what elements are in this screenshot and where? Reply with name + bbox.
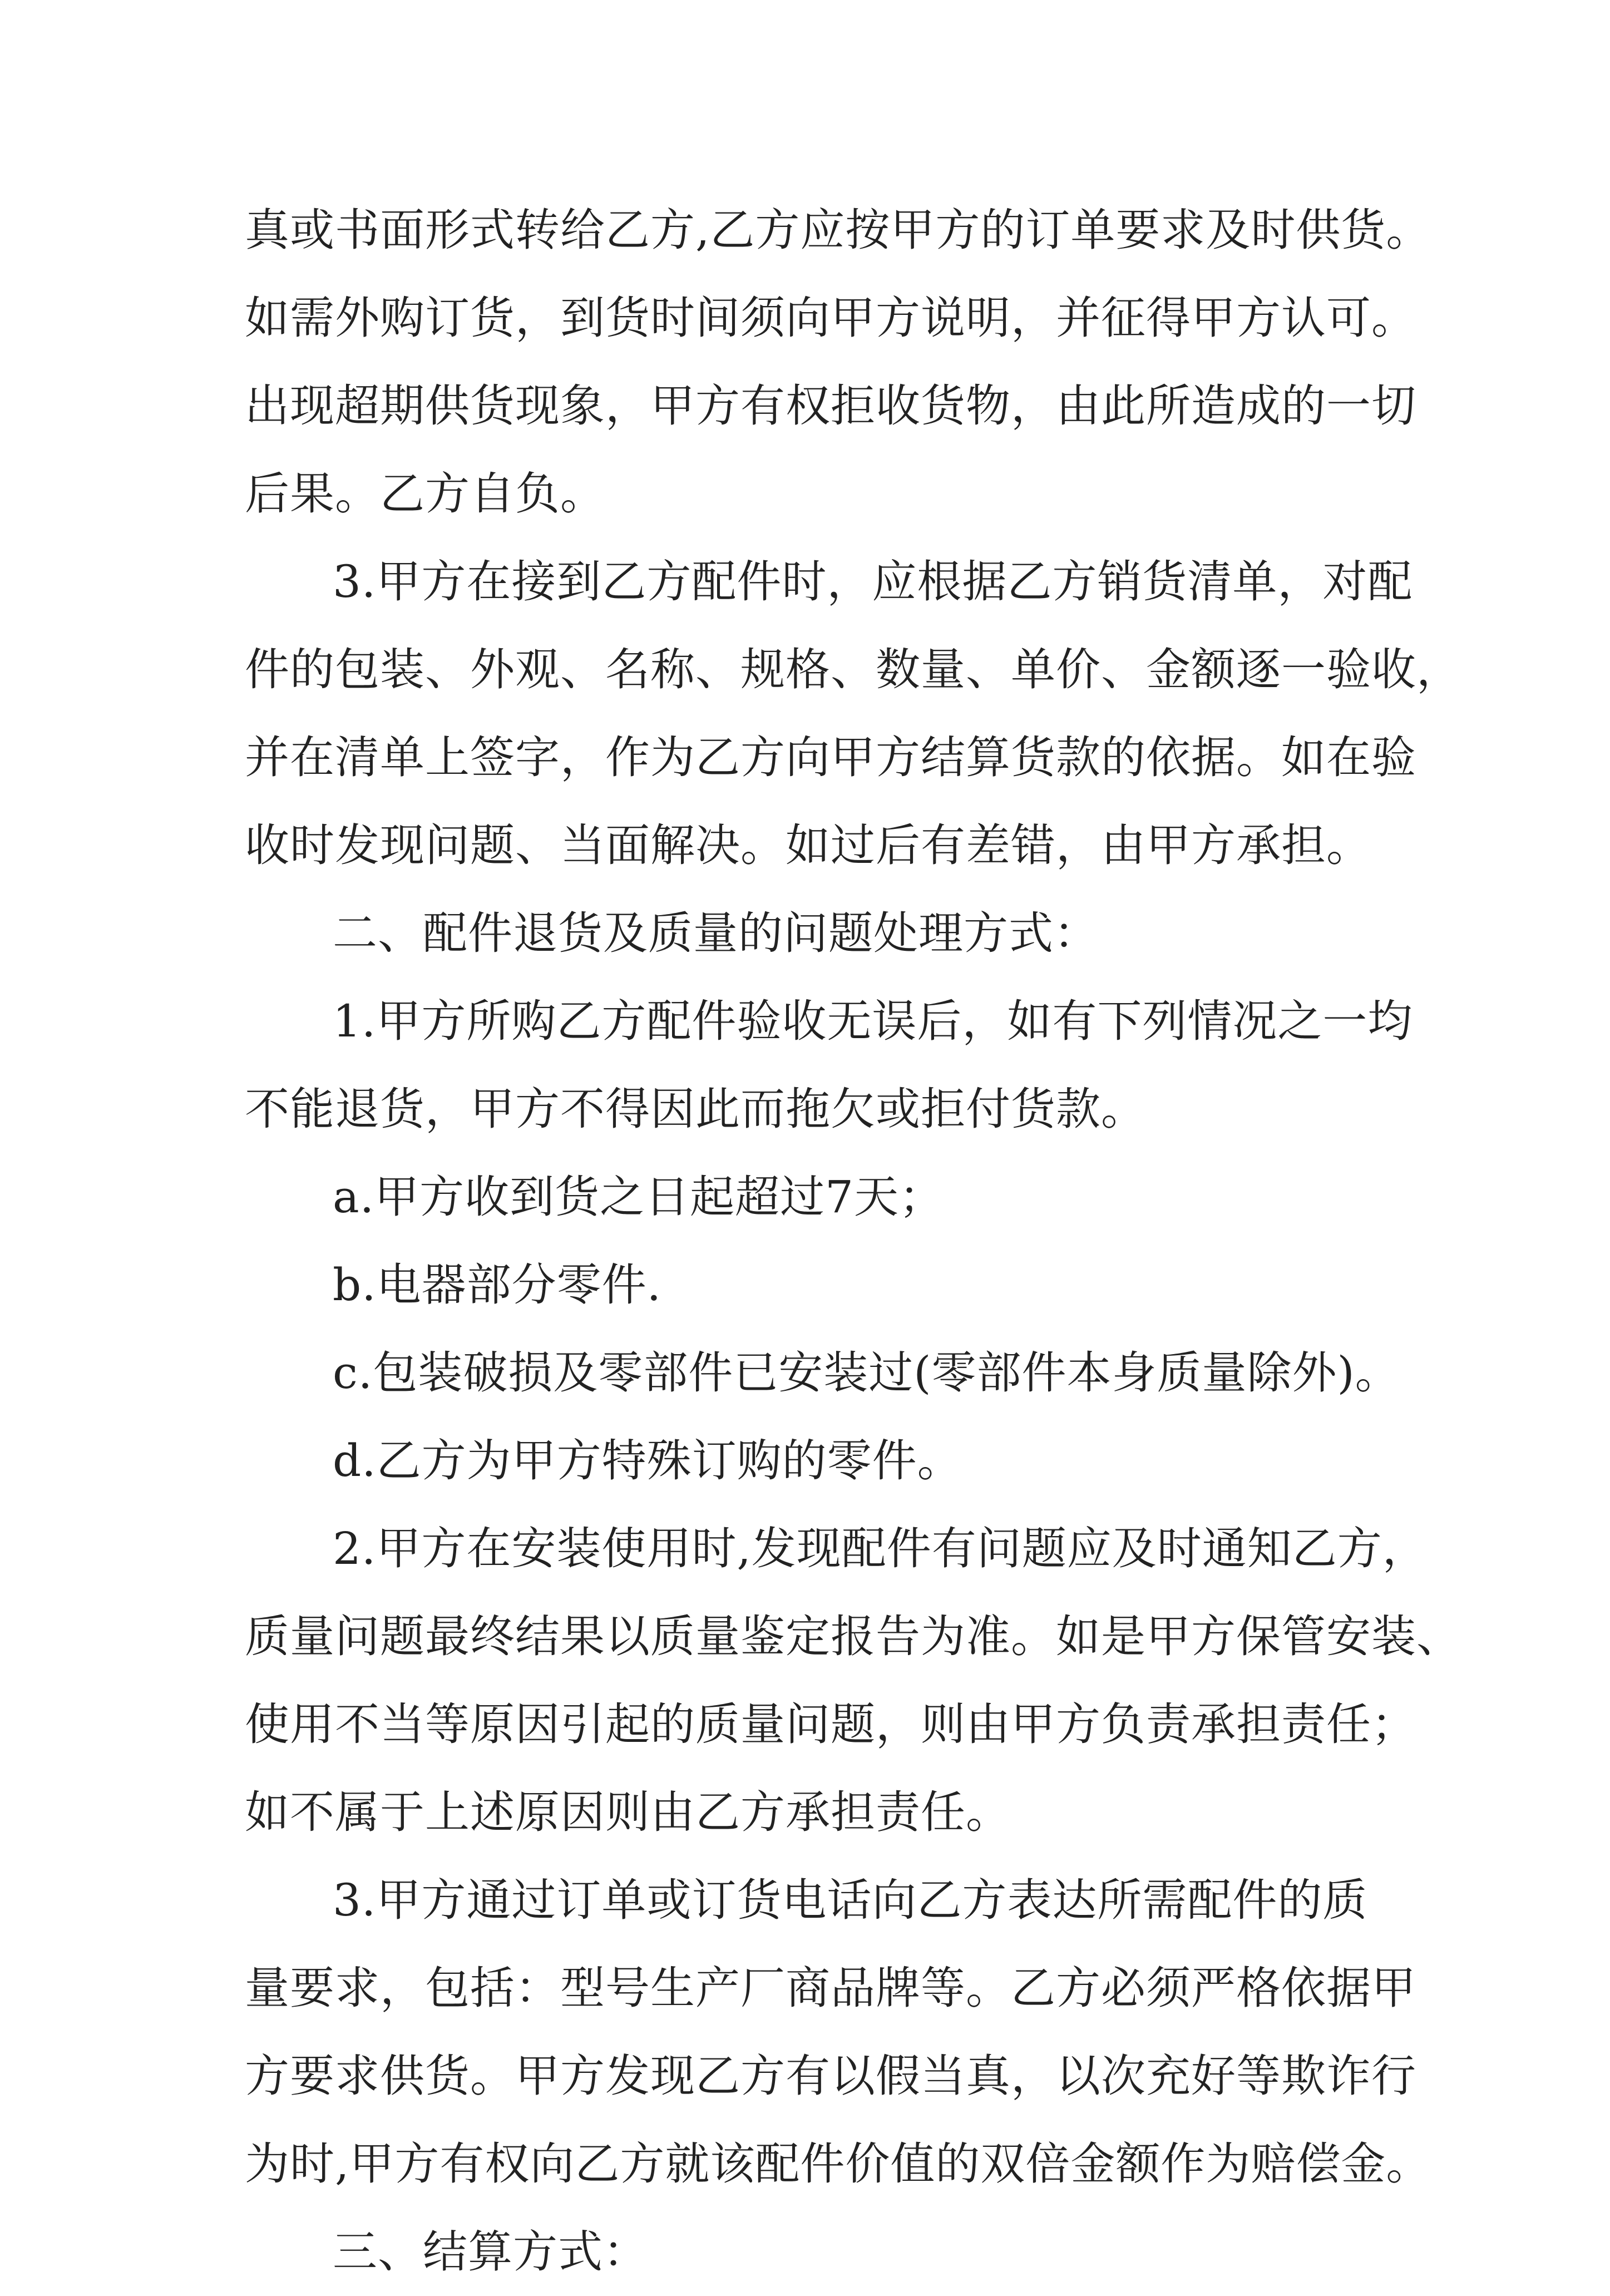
text-line-6: 件的包装、外观、名称、规格、数量、单价、金额逐一验收， — [245, 644, 1461, 695]
list-item-c: c.包装破损及零部件已安装过(零部件本身质量除外)。 — [333, 1347, 1400, 1399]
text-line-21: 量要求，包括：型号生产厂商品牌等。乙方必须严格依据甲 — [245, 1962, 1416, 2014]
text-line-22: 方要求供货。甲方发现乙方有以假当真，以次充好等欺诈行 — [245, 2050, 1416, 2102]
document-body — [245, 186, 1461, 2296]
list-item-b: b.电器部分零件. — [333, 1259, 662, 1311]
text-line-1: 真或书面形式转给乙方,乙方应按甲方的订单要求及时供货。 — [245, 204, 1431, 256]
list-item-d: d.乙方为甲方特殊订购的零件。 — [333, 1435, 962, 1487]
text-line-23: 为时,甲方有权向乙方就该配件价值的双倍金额作为赔偿金。 — [245, 2138, 1431, 2190]
text-line-4: 后果。乙方自负。 — [245, 468, 605, 520]
text-line-19: 如不属于上述原因则由乙方承担责任。 — [245, 1786, 1011, 1838]
text-line-11: 不能退货，甲方不得因此而拖欠或拒付货款。 — [245, 1083, 1146, 1135]
list-item-a: a.甲方收到货之日起超过7天； — [333, 1171, 945, 1223]
text-line-3: 出现超期供货现象，甲方有权拒收货物，由此所造成的一切 — [245, 380, 1416, 432]
text-line-7: 并在清单上签字，作为乙方向甲方结算货款的依据。如在验 — [245, 732, 1416, 783]
text-line-20: 3.甲方通过订单或订货电话向乙方表达所需配件的质 — [333, 1874, 1368, 1926]
text-line-17: 质量问题最终结果以质量鉴定报告为准。如是甲方保管安装、 — [245, 1611, 1461, 1662]
text-line-18: 使用不当等原因引起的质量问题，则由甲方负责承担责任； — [245, 1698, 1416, 1750]
text-line-16: 2.甲方在安装使用时,发现配件有问题应及时通知乙方， — [333, 1523, 1428, 1574]
text-line-5: 3.甲方在接到乙方配件时，应根据乙方销货清单，对配 — [333, 556, 1413, 608]
section-heading-3: 三、结算方式： — [333, 2226, 648, 2278]
text-line-2: 如需外购订货，到货时间须向甲方说明，并征得甲方认可。 — [245, 292, 1416, 344]
text-line-10: 1.甲方所购乙方配件验收无误后，如有下列情况之一均 — [333, 995, 1413, 1047]
text-line-8: 收时发现问题、当面解决。如过后有差错，由甲方承担。 — [245, 819, 1371, 871]
section-heading-2: 二、配件退货及质量的问题处理方式： — [333, 907, 1099, 959]
